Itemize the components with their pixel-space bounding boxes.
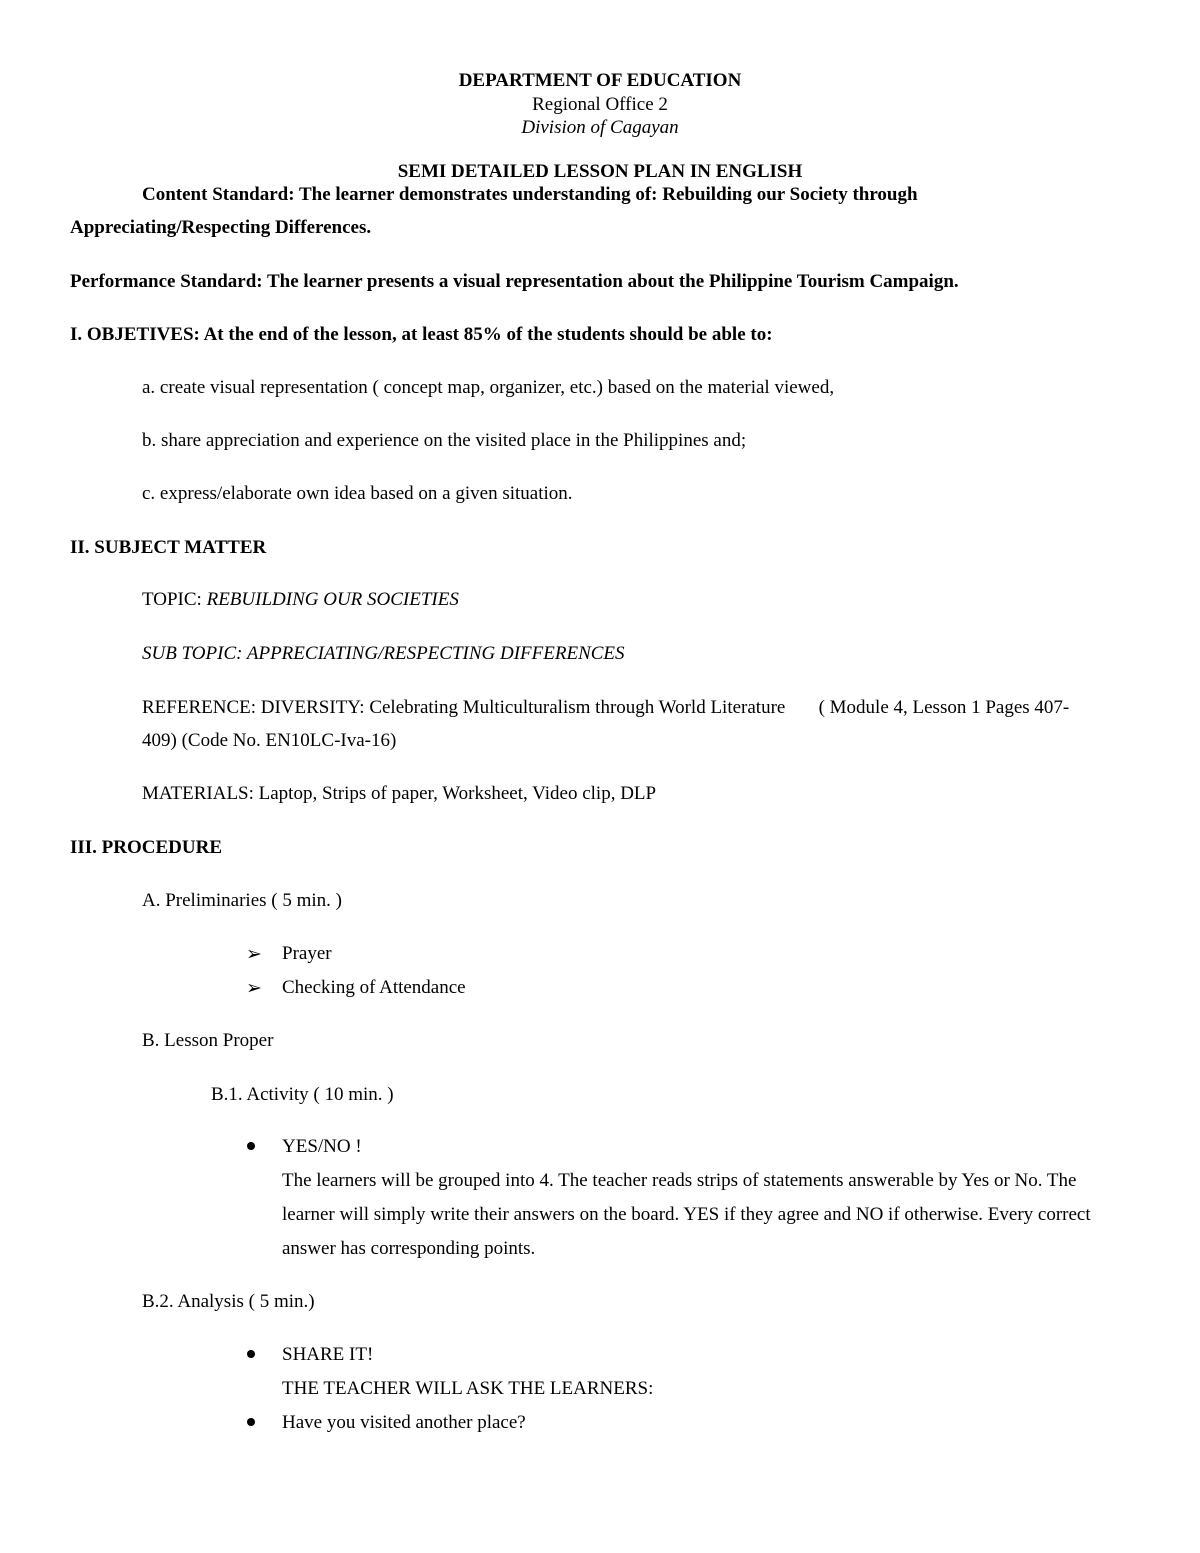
department-title: DEPARTMENT OF EDUCATION <box>458 70 742 91</box>
bullet-dot-icon <box>247 1142 255 1150</box>
reference-line1: REFERENCE: DIVERSITY: Celebrating Multiculturalism through World Literature ( Module 4, Lesson 1 Pages 407- <box>142 697 1070 718</box>
arrow-bullet-icon: ➢ <box>246 978 262 999</box>
topic-line <box>142 589 459 611</box>
preliminary-item-attendance: Checking of Attendance <box>282 977 466 998</box>
analysis-subtext: THE TEACHER WILL ASK THE LEARNERS: <box>282 1378 654 1399</box>
procedure-heading: III. PROCEDURE <box>70 837 223 858</box>
topic-value: REBUILDING OUR SOCIETIES <box>206 589 459 610</box>
subject-matter-heading: II. SUBJECT MATTER <box>70 537 267 558</box>
activity-desc-line1: The learners will be grouped into 4. The teacher reads strips of statements answerable by Yes or No. The <box>282 1170 1077 1191</box>
preliminary-item-prayer: Prayer <box>282 943 332 964</box>
activity-heading: B.1. Activity ( 10 min. ) <box>211 1084 394 1105</box>
reference-line2: 409) (Code No. EN10LC-Iva-16) <box>142 730 397 751</box>
division-name: Division of Cagayan <box>521 117 679 138</box>
lesson-plan-title: SEMI DETAILED LESSON PLAN IN ENGLISH <box>397 161 803 182</box>
activity-desc-line2: learner will simply write their answers on the board. YES if they agree and NO if otherwise. Every correct <box>282 1204 1091 1225</box>
analysis-heading: B.2. Analysis ( 5 min.) <box>142 1291 315 1312</box>
topic-label: TOPIC: <box>142 589 207 610</box>
content-standard-line2: Appreciating/Respecting Differences. <box>70 217 372 238</box>
regional-office: Regional Office 2 <box>532 94 668 115</box>
performance-standard: Performance Standard: The learner presents a visual representation about the Philippine Tourism Campaign. <box>70 271 959 292</box>
analysis-title: SHARE IT! <box>282 1344 374 1365</box>
bullet-dot-icon <box>247 1350 255 1358</box>
lesson-proper-heading: B. Lesson Proper <box>142 1030 274 1051</box>
sub-topic: SUB TOPIC: APPRECIATING/RESPECTING DIFFERENCES <box>142 643 625 664</box>
bullet-dot-icon <box>247 1418 255 1426</box>
objectives-heading: I. OBJETIVES: At the end of the lesson, at least 85% of the students should be able to: <box>70 324 773 345</box>
activity-title: YES/NO ! <box>282 1136 362 1157</box>
objective-item-a: a. create visual representation ( concept map, organizer, etc.) based on the material viewed, <box>142 377 835 398</box>
activity-desc-line3: answer has corresponding points. <box>282 1238 536 1259</box>
content-standard-line1: Content Standard: The learner demonstrates understanding of: Rebuilding our Society through <box>142 184 918 205</box>
objective-item-c: c. express/elaborate own idea based on a given situation. <box>142 483 573 504</box>
analysis-question: Have you visited another place? <box>282 1412 526 1433</box>
materials-line: MATERIALS: Laptop, Strips of paper, Worksheet, Video clip, DLP <box>142 783 657 804</box>
arrow-bullet-icon: ➢ <box>246 944 262 965</box>
objective-item-b: b. share appreciation and experience on the visited place in the Philippines and; <box>142 430 747 451</box>
preliminaries-heading: A. Preliminaries ( 5 min. ) <box>142 890 342 911</box>
